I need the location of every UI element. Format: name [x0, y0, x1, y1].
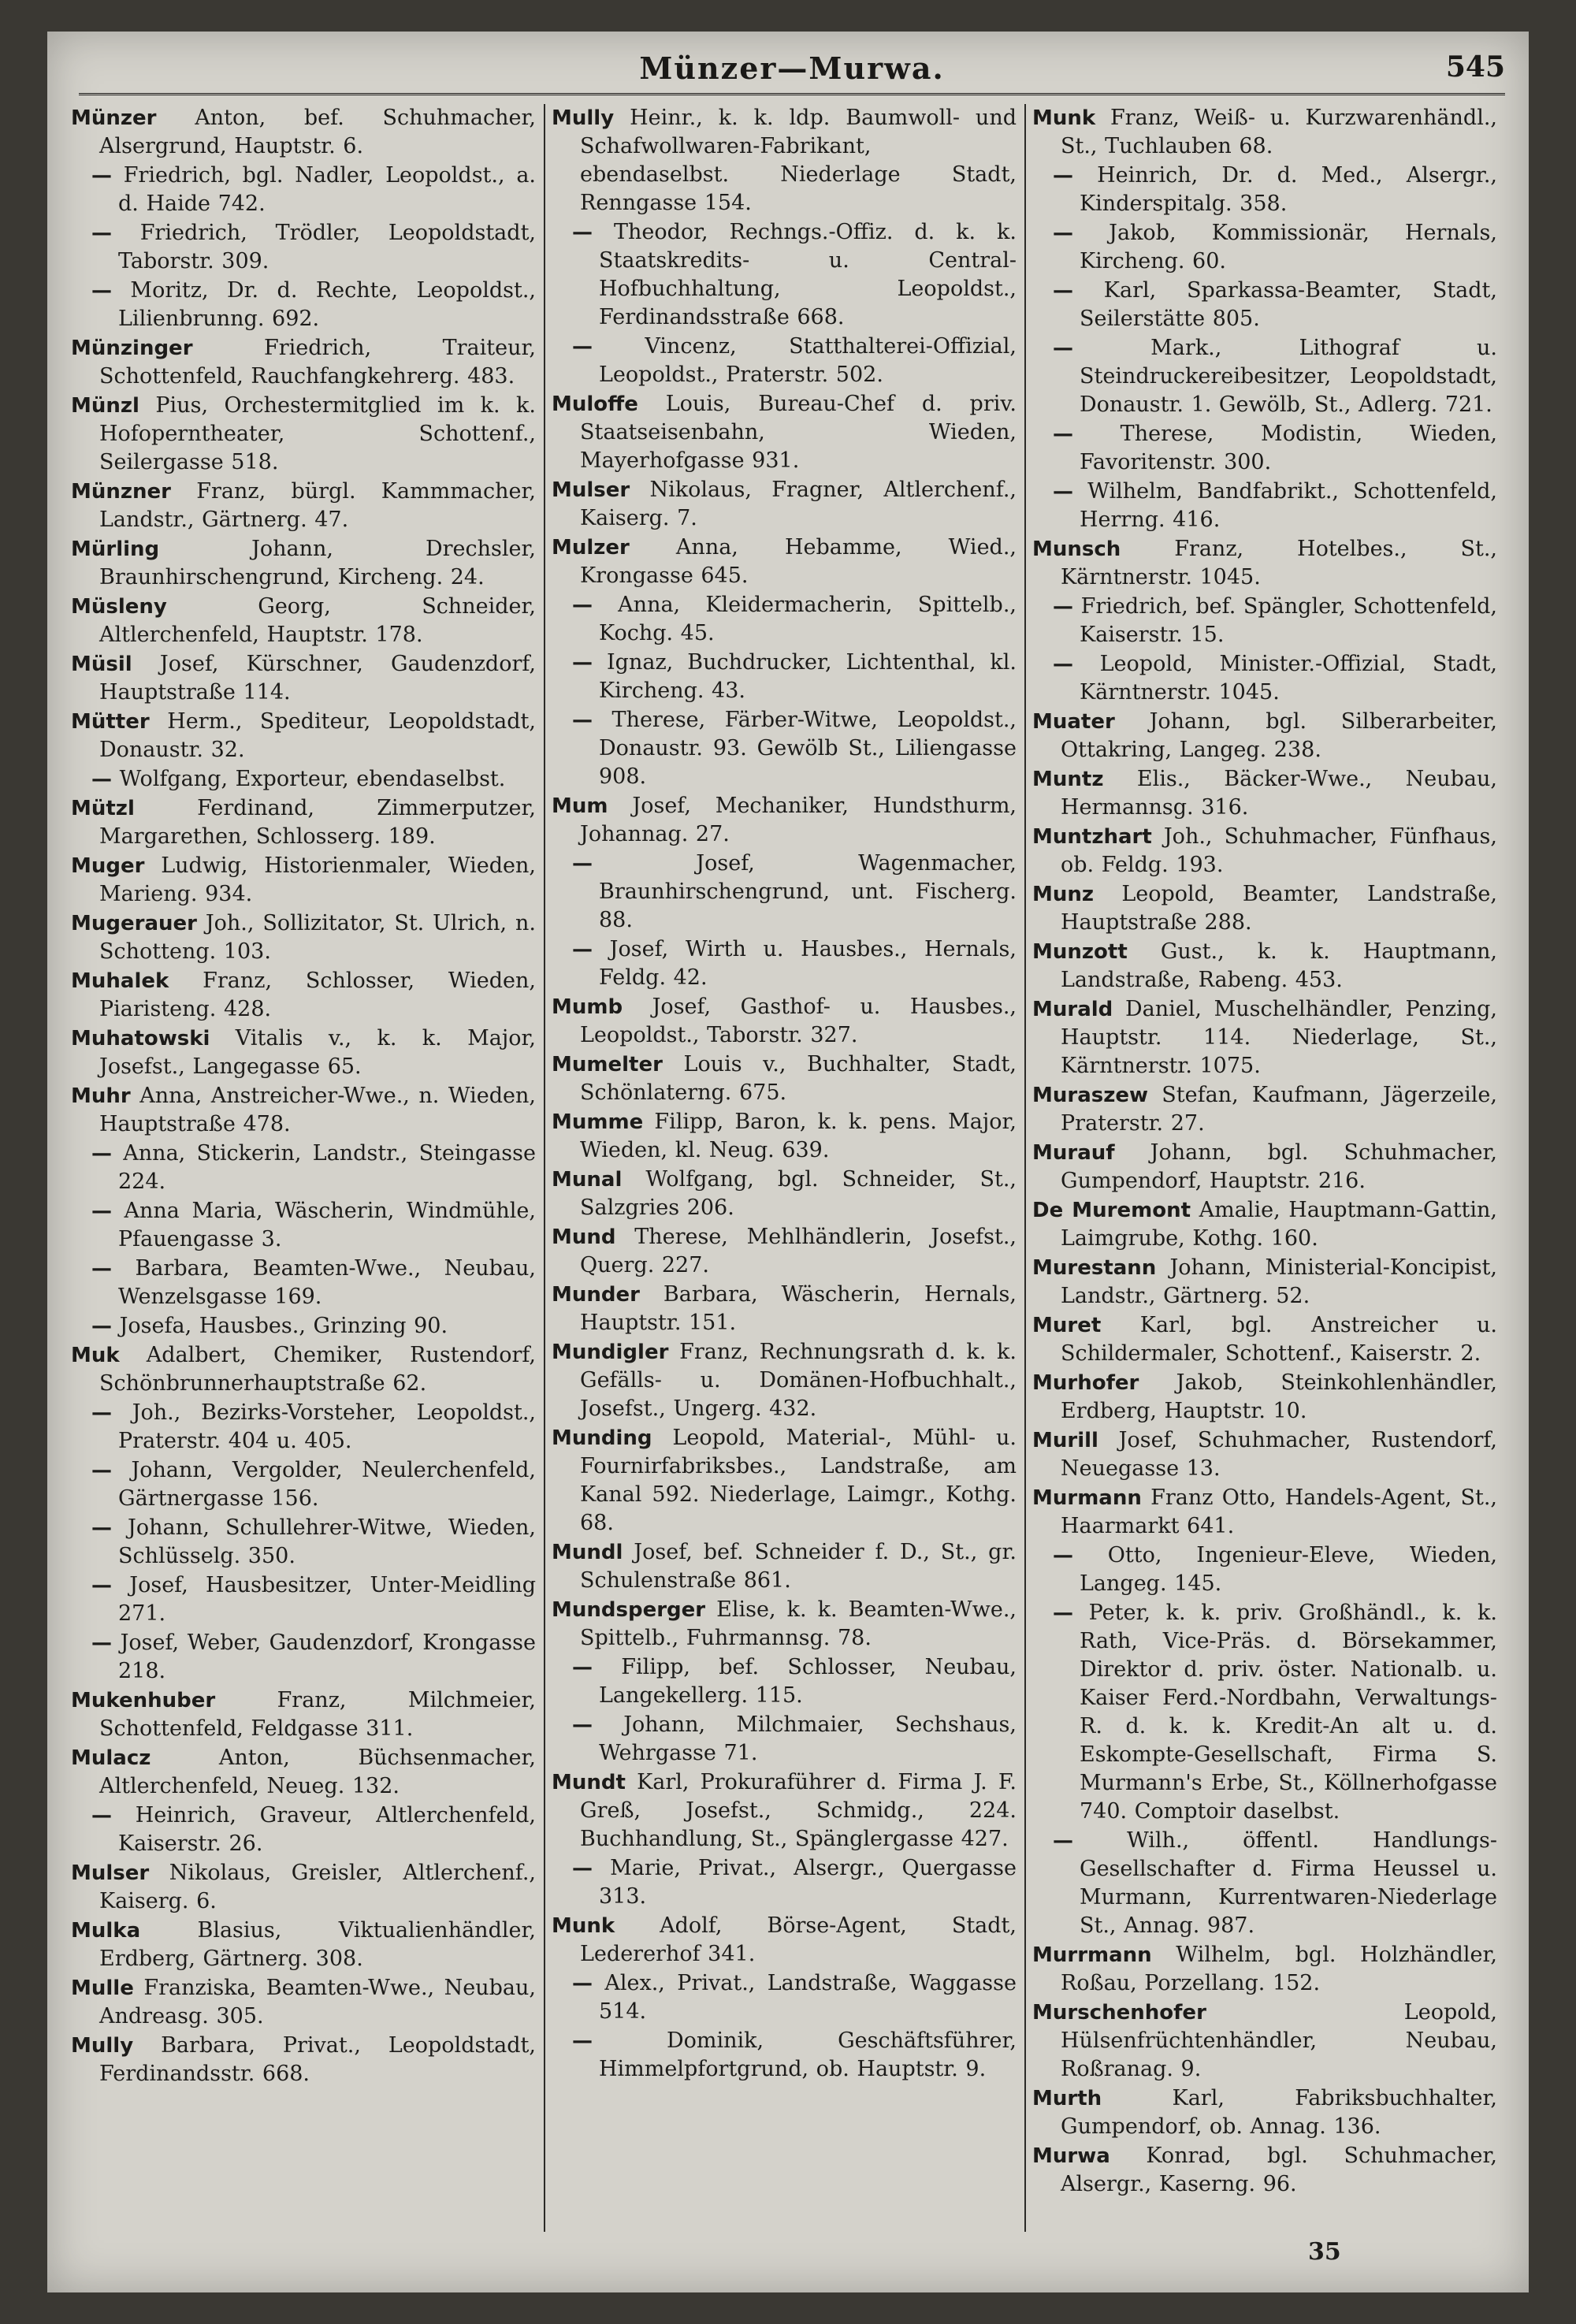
entry-details: Heinrich, Dr. d. Med., Alsergr., Kinderspitalg. 358. — [1073, 163, 1497, 216]
entry-surname: — — [1053, 422, 1073, 446]
entry-surname: Munding — [552, 1426, 652, 1450]
directory-entry — [71, 1629, 536, 1686]
directory-entry — [71, 765, 536, 794]
entry-surname: Mumb — [552, 995, 623, 1019]
directory-entry — [71, 478, 536, 534]
directory-page — [47, 32, 1529, 2292]
entry-surname: Murill — [1032, 1429, 1098, 1452]
entry-details: Herm., Spediteur, Leopoldstadt, Donaustr. 32. — [99, 709, 536, 762]
entry-details: Konrad, bgl. Schuhmacher, Alsergr., Kaserng. 96. — [1061, 2144, 1497, 2196]
directory-entry — [71, 1802, 536, 1858]
entry-surname: Muret — [1032, 1314, 1102, 1337]
entry-details: Wilhelm, bgl. Holzhändler, Roßau, Porzellang. 152. — [1061, 1943, 1497, 1995]
entry-details: Anna, Hebamme, Wied., Krongasse 645. — [580, 535, 1017, 588]
directory-entry — [552, 1108, 1017, 1165]
directory-entry — [1032, 478, 1497, 534]
entry-surname: Mulle — [71, 1976, 134, 2000]
directory-entry — [1032, 708, 1497, 764]
directory-entry — [1032, 1254, 1497, 1311]
entry-surname: — — [572, 708, 593, 732]
entry-details: Friedrich, Trödler, Leopoldstadt, Taborstr. 309. — [112, 221, 536, 273]
entry-details: Anna Maria, Wäscherin, Windmühle, Pfauengasse 3. — [112, 1199, 536, 1251]
directory-entry — [1032, 650, 1497, 707]
entry-surname: — — [1053, 1601, 1073, 1625]
directory-entry — [552, 649, 1017, 705]
directory-entry — [552, 1166, 1017, 1222]
page-title: Münzer—Murwa. — [639, 50, 945, 86]
entry-details: Adalbert, Chemiker, Rustendorf, Schönbrunnerhauptstraße 62. — [99, 1343, 536, 1396]
directory-entry — [552, 591, 1017, 648]
entry-details: Josef, Wagenmacher, Braunhirschengrund, unt. Fischerg. 88. — [593, 851, 1017, 932]
directory-entry — [1032, 1139, 1497, 1195]
page-number: 545 — [1445, 50, 1505, 84]
entry-surname: Muraszew — [1032, 1084, 1149, 1107]
entry-details: Anna, Kleidermacherin, Spittelb., Kochg. 45. — [593, 593, 1017, 645]
entry-details: Wolfgang, Exporteur, ebendaselbst. — [112, 767, 506, 791]
entry-surname: Mumme — [552, 1110, 644, 1134]
entry-surname: Mundl — [552, 1541, 623, 1564]
entry-surname: Muk — [71, 1344, 120, 1367]
entry-surname: Mund — [552, 1225, 616, 1249]
directory-entry — [1032, 1369, 1497, 1426]
entry-surname: Munz — [1032, 883, 1095, 906]
entry-surname: Mütter — [71, 710, 150, 734]
entry-surname: — — [1053, 221, 1073, 245]
entry-details: Otto, Ingenieur-Eleve, Wieden, Langeg. 145. — [1073, 1543, 1497, 1596]
entry-details: Josef, Mechaniker, Hundsthurm, Johannag. 27. — [580, 794, 1017, 846]
directory-entry — [1032, 1999, 1497, 2084]
directory-entry — [71, 1744, 536, 1801]
entry-details: Blasius, Viktualienhändler, Erdberg, Gärtnerg. 308. — [99, 1918, 536, 1971]
entry-details: Jakob, Kommissionär, Hernals, Kircheng. 60. — [1073, 221, 1497, 273]
entry-surname: — — [572, 1972, 593, 1995]
entry-surname: Münzner — [71, 480, 171, 504]
entry-details: Vitalis v., k. k. Major, Josefst., Langegasse 65. — [99, 1026, 536, 1079]
entry-surname: — — [91, 768, 112, 791]
directory-entry — [1032, 420, 1497, 477]
directory-entry — [1032, 1426, 1497, 1483]
directory-entry — [552, 1912, 1017, 1969]
entry-details: Johann, bgl. Silberarbeiter, Ottakring, Langeg. 238. — [1061, 709, 1497, 762]
directory-entry — [552, 1050, 1017, 1107]
entry-surname: Münzer — [71, 106, 157, 130]
directory-entry — [71, 1399, 536, 1456]
directory-entry — [71, 1255, 536, 1311]
signature-mark: 35 — [1308, 2238, 1341, 2266]
directory-entry — [71, 1341, 536, 1398]
entry-details: Johann, Vergolder, Neulerchenfeld, Gärtnergasse 156. — [112, 1458, 536, 1511]
entry-details: Heinrich, Graveur, Altlerchenfeld, Kaiserstr. 26. — [112, 1803, 536, 1856]
entry-surname: Muhatowski — [71, 1027, 210, 1050]
entry-surname: — — [572, 651, 593, 675]
entry-surname: Mulacz — [71, 1746, 151, 1770]
directory-entry — [552, 104, 1017, 218]
directory-entry — [1032, 2084, 1497, 2141]
entry-details: Amalie, Hauptmann-Gattin, Laimgrube, Kothg. 160. — [1061, 1198, 1497, 1251]
entry-details: Leopold, Minister.-Offizial, Stadt, Kärntnerstr. 1045. — [1073, 652, 1497, 705]
entry-details: Ludwig, Historienmaler, Wieden, Marieng. 934. — [99, 853, 536, 906]
entry-details: Jakob, Steinkohlenhändler, Erdberg, Hauptstr. 10. — [1061, 1370, 1497, 1423]
entry-surname: Münzl — [71, 394, 139, 418]
directory-entry — [71, 794, 536, 851]
entry-surname: — — [572, 1713, 593, 1737]
entry-surname: — — [572, 1656, 593, 1679]
entry-details: Joh., Sollizitator, St. Ulrich, n. Schotteng. 103. — [99, 911, 536, 964]
entry-surname: — — [1053, 1544, 1073, 1567]
entry-surname: — — [1053, 1829, 1073, 1853]
entry-details: Nikolaus, Greisler, Altlerchenf., Kaiserg. 6. — [99, 1861, 536, 1913]
entry-details: Elis., Bäcker-Wwe., Neubau, Hermannsg. 316. — [1061, 767, 1497, 820]
directory-entry — [71, 593, 536, 649]
entry-surname: Müsleny — [71, 595, 167, 619]
entry-details: Johann, Ministerial-Koncipist, Landstr., Gärtnerg. 52. — [1061, 1255, 1497, 1308]
entry-surname: Murwa — [1032, 2144, 1110, 2168]
directory-entry — [1032, 162, 1497, 218]
entry-details: Barbara, Privat., Leopoldstadt, Ferdinandsstr. 668. — [99, 2033, 536, 2086]
directory-entry — [1032, 104, 1497, 161]
entry-surname: Mulser — [552, 478, 630, 502]
entry-surname: — — [91, 1199, 112, 1223]
entry-surname: Murauf — [1032, 1141, 1115, 1165]
directory-entry — [1032, 938, 1497, 995]
directory-entry — [71, 1859, 536, 1916]
directory-entry — [552, 2027, 1017, 2084]
entry-details: Dominik, Geschäftsführer, Himmelpfortgrund, ob. Hauptstr. 9. — [593, 2028, 1017, 2081]
entry-details: Therese, Modistin, Wieden, Favoritenstr. 300. — [1073, 422, 1497, 474]
directory-entry — [1032, 2142, 1497, 2199]
entry-surname: — — [572, 852, 593, 876]
entry-details: Leopold, Hülsenfrüchtenhändler, Neubau, Roßranag. 9. — [1061, 2000, 1497, 2081]
entry-details: Johann, Milchmaier, Sechshaus, Wehrgasse 71. — [593, 1712, 1017, 1765]
entry-surname: Murmann — [1032, 1486, 1142, 1510]
entry-details: Filipp, Baron, k. k. pens. Major, Wieden, kl. Neug. 639. — [580, 1110, 1017, 1162]
entry-surname: — — [1053, 337, 1073, 360]
entry-surname: — — [1053, 480, 1073, 504]
directory-entry — [71, 2032, 536, 2088]
directory-entry — [71, 1082, 536, 1139]
entry-details: Filipp, bef. Schlosser, Neubau, Langekellerg. 115. — [593, 1655, 1017, 1708]
directory-entry — [552, 850, 1017, 935]
entry-details: Franz, bürgl. Kammmacher, Landstr., Gärtnerg. 47. — [99, 479, 536, 532]
entry-details: Pius, Orchestermitglied im k. k. Hofoperntheater, Schottenf., Seilergasse 518. — [99, 393, 536, 474]
directory-entry — [1032, 1311, 1497, 1368]
entry-details: Johann, Schullehrer-Witwe, Wieden, Schlüsselg. 350. — [112, 1515, 536, 1568]
entry-details: Anton, bef. Schuhmacher, Alsergrund, Hauptstr. 6. — [99, 106, 536, 158]
directory-entry — [1032, 1599, 1497, 1826]
entry-surname: Muloffe — [552, 392, 638, 416]
entry-details: Anton, Büchsenmacher, Altlerchenfeld, Neueg. 132. — [99, 1746, 536, 1798]
entry-details: Franz, Hotelbes., St., Kärntnerstr. 1045. — [1061, 537, 1497, 589]
entry-surname: Murth — [1032, 2087, 1102, 2110]
entry-details: Stefan, Kaufmann, Jägerzeile, Praterstr. 27. — [1061, 1083, 1497, 1136]
entry-details: Friedrich, bef. Spängler, Schottenfeld, Kaiserstr. 15. — [1073, 594, 1497, 647]
directory-entry — [71, 1456, 536, 1513]
entry-details: Moritz, Dr. d. Rechte, Leopoldst., Lilienbrunng. 692. — [112, 278, 536, 331]
directory-entry — [552, 1711, 1017, 1768]
entry-surname: Munzott — [1032, 940, 1128, 964]
entry-details: Anna, Stickerin, Landstr., Steingasse 224. — [112, 1141, 536, 1194]
entry-surname: Müsil — [71, 653, 132, 676]
directory-entry — [552, 1338, 1017, 1423]
entry-surname: Muntz — [1032, 768, 1104, 791]
entry-surname: Muater — [1032, 710, 1115, 734]
directory-entry — [1032, 1827, 1497, 1940]
entry-details: Louis, Bureau-Chef d. priv. Staatseisenbahn, Wieden, Mayerhofgasse 931. — [580, 392, 1017, 473]
directory-entry — [71, 392, 536, 477]
directory-entry — [1032, 334, 1497, 419]
directory-entry — [71, 162, 536, 218]
directory-entry — [1032, 823, 1497, 879]
entry-details: Franz, Weiß- u. Kurzwarenhändl., St., Tuchlauben 68. — [1061, 106, 1497, 158]
entry-details: Franz, Schlosser, Wieden, Piaristeng. 428. — [99, 969, 536, 1021]
entry-surname: Mundigler — [552, 1340, 669, 1364]
entry-details: Wilhelm, Bandfabrikt., Schottenfeld, Herrng. 416. — [1073, 479, 1497, 532]
directory-entry — [71, 535, 536, 592]
entry-details: Franz, Milchmeier, Schottenfeld, Feldgasse 311. — [99, 1688, 536, 1741]
entry-surname: Munk — [552, 1914, 615, 1938]
entry-details: Josef, Wirth u. Hausbes., Hernals, Feldg. 42. — [593, 937, 1017, 990]
entry-details: Joh., Schuhmacher, Fünfhaus, ob. Feldg. 193. — [1061, 824, 1497, 877]
directory-entry — [552, 1768, 1017, 1854]
entry-surname: Mumelter — [552, 1053, 663, 1076]
entry-surname: Murestann — [1032, 1256, 1157, 1280]
entry-surname: Muhalek — [71, 969, 169, 993]
entry-details: Theodor, Rechngs.-Offiz. d. k. k. Staatskredits- u. Central-Hofbuchhaltung, Leopoldst., Ferdinandsstraße 668. — [593, 220, 1017, 329]
directory-entry — [552, 1281, 1017, 1337]
entry-surname: — — [91, 1459, 112, 1482]
directory-entry — [71, 1024, 536, 1081]
entry-surname: Munal — [552, 1168, 623, 1192]
entry-details: Franziska, Beamten-Wwe., Neubau, Andreasg. 305. — [99, 1976, 536, 2028]
directory-entry — [552, 1653, 1017, 1710]
entry-surname: — — [1053, 653, 1073, 676]
directory-columns — [71, 104, 1513, 2232]
entry-surname: — — [572, 221, 593, 244]
entry-surname: Mützl — [71, 797, 135, 820]
entry-details: Nikolaus, Fragner, Altlerchenf., Kaiserg. 7. — [580, 478, 1017, 530]
directory-entry — [71, 650, 536, 707]
directory-entry — [552, 476, 1017, 533]
entry-surname: Murald — [1032, 998, 1113, 1021]
entry-details: Johann, Drechsler, Braunhirschengrund, Kircheng. 24. — [99, 537, 536, 589]
directory-entry — [552, 935, 1017, 992]
entry-details: Joh., Bezirks-Vorsteher, Leopoldst., Praterstr. 404 u. 405. — [112, 1400, 536, 1453]
entry-surname: — — [1053, 279, 1073, 303]
page-header — [79, 46, 1505, 95]
entry-details: Josef, Weber, Gaudenzdorf, Krongasse 218. — [112, 1631, 536, 1683]
entry-surname: — — [91, 1516, 112, 1540]
directory-entry — [552, 1969, 1017, 2026]
entry-surname: Muntzhart — [1032, 825, 1152, 849]
column-3 — [1032, 104, 1497, 2232]
column-divider — [1024, 104, 1026, 2232]
entry-surname: — — [91, 1401, 112, 1425]
entry-details: Franz, Rechnungsrath d. k. k. Gefälls- u. Domänen-Hofbuchhalt., Josefst., Ungerg. 432. — [580, 1340, 1017, 1421]
directory-entry — [71, 909, 536, 966]
entry-surname: Muger — [71, 854, 145, 878]
entry-surname: — — [572, 593, 593, 617]
entry-details: Leopold, Beamter, Landstraße, Hauptstraße 288. — [1061, 882, 1497, 935]
entry-details: Leopold, Material-, Mühl- u. Fournirfabriksbes., Landstraße, am Kanal 592. Niederlage, Laimgr., Kothg. 68. — [580, 1426, 1017, 1535]
directory-entry — [552, 1223, 1017, 1280]
entry-surname: Mundt — [552, 1771, 626, 1794]
directory-entry — [1032, 1941, 1497, 1998]
entry-details: Barbara, Wäscherin, Hernals, Hauptstr. 151. — [580, 1282, 1017, 1335]
directory-entry — [552, 792, 1017, 849]
directory-entry — [1032, 1196, 1497, 1253]
directory-entry — [71, 219, 536, 276]
entry-surname: — — [91, 1257, 112, 1281]
entry-details: Josef, Hausbesitzer, Unter-Meidling 271. — [112, 1573, 536, 1626]
entry-details: Marie, Privat., Alsergr., Quergasse 313. — [593, 1856, 1017, 1909]
entry-surname: Munk — [1032, 106, 1096, 130]
entry-details: Peter, k. k. priv. Großhändl., k. k. Rath, Vice-Präs. d. Börsekammer, Direktor d. priv. öster. Nationalb. u. Kaiser Ferd.-Nordbahn, Verwaltungs-R. d. k. k. Kredit-An alt u. d. Eskompte-Gesellschaft, Firma S. Murmann's Erbe, St., Köllnerhofgasse 740. Comptoir daselbst. — [1073, 1601, 1497, 1824]
entry-surname: — — [91, 164, 112, 188]
entry-surname: — — [572, 938, 593, 961]
entry-details: Vincenz, Statthalterei-Offizial, Leopoldst., Praterstr. 502. — [593, 334, 1017, 387]
entry-details: Josefa, Hausbes., Grinzing 90. — [112, 1314, 448, 1338]
directory-entry — [552, 706, 1017, 791]
entry-surname: — — [1053, 164, 1073, 188]
entry-surname: Mugerauer — [71, 912, 197, 935]
directory-entry — [1032, 765, 1497, 822]
entry-surname: Mully — [552, 106, 615, 130]
entry-surname: De Muremont — [1032, 1199, 1191, 1222]
column-2 — [552, 104, 1017, 2232]
directory-entry — [552, 333, 1017, 389]
entry-details: Friedrich, Traiteur, Schottenfeld, Rauchfangkehrerg. 483. — [99, 336, 536, 389]
directory-entry — [1032, 219, 1497, 276]
entry-surname: — — [572, 2029, 593, 2053]
directory-entry — [1032, 1541, 1497, 1598]
entry-details: Josef, Kürschner, Gaudenzdorf, Hauptstraße 114. — [99, 652, 536, 705]
directory-entry — [71, 334, 536, 391]
directory-entry — [552, 1854, 1017, 1911]
directory-entry — [1032, 995, 1497, 1080]
entry-details: Elise, k. k. Beamten-Wwe., Spittelb., Fuhrmannsg. 78. — [580, 1597, 1017, 1650]
entry-details: Franz Otto, Handels-Agent, St., Haarmarkt 641. — [1061, 1486, 1497, 1538]
directory-entry — [1032, 880, 1497, 937]
directory-entry — [552, 534, 1017, 590]
entry-details: Josef, Schuhmacher, Rustendorf, Neuegasse 13. — [1061, 1428, 1497, 1481]
directory-entry — [71, 1312, 536, 1340]
entry-surname: Mundsperger — [552, 1598, 706, 1622]
entry-details: Adolf, Börse-Agent, Stadt, Ledererhof 341. — [580, 1913, 1017, 1966]
directory-entry — [71, 1197, 536, 1254]
directory-entry — [1032, 277, 1497, 333]
entry-surname: Murrmann — [1032, 1943, 1152, 1967]
column-1 — [71, 104, 536, 2232]
column-divider — [544, 104, 545, 2232]
entry-details: Friedrich, bgl. Nadler, Leopoldst., a. d. Haide 742. — [112, 163, 536, 216]
directory-entry — [71, 1514, 536, 1571]
entry-surname: Murhofer — [1032, 1371, 1139, 1395]
entry-details: Georg, Schneider, Altlerchenfeld, Hauptstr. 178. — [99, 594, 536, 647]
entry-surname: Mulka — [71, 1919, 141, 1943]
entry-details: Johann, bgl. Schuhmacher, Gumpendorf, Hauptstr. 216. — [1061, 1140, 1497, 1193]
directory-entry — [71, 1686, 536, 1743]
entry-surname: — — [572, 335, 593, 359]
entry-surname: Mukenhuber — [71, 1689, 216, 1712]
entry-surname: — — [91, 1314, 112, 1338]
directory-entry — [552, 1596, 1017, 1653]
entry-surname: Mum — [552, 794, 608, 818]
entry-details: Therese, Mehlhändlerin, Josefst., Querg. 227. — [580, 1225, 1017, 1277]
entry-surname: Münzinger — [71, 337, 193, 360]
entry-details: Louis v., Buchhalter, Stadt, Schönlaterng. 675. — [580, 1052, 1017, 1105]
directory-entry — [71, 708, 536, 764]
entry-details: Karl, Sparkassa-Beamter, Stadt, Seilerstätte 805. — [1073, 278, 1497, 331]
entry-details: Josef, Gasthof- u. Hausbes., Leopoldst., Taborstr. 327. — [580, 995, 1017, 1047]
directory-entry — [552, 993, 1017, 1050]
entry-details: Wilh., öffentl. Handlungs-Gesellschafter d. Firma Heussel u. Murmann, Kurrentwaren-Niederlage St., Annag. 987. — [1073, 1828, 1497, 1938]
entry-details: Alex., Privat., Landstraße, Waggasse 514. — [593, 1971, 1017, 2024]
directory-entry — [1032, 1081, 1497, 1138]
entry-details: Ferdinand, Zimmerputzer, Margarethen, Schlosserg. 189. — [99, 796, 536, 849]
entry-details: Karl, Prokuraführer d. Firma J. F. Greß, Josefst., Schmidg., 224. Buchhandlung, St., Spänglergasse 427. — [580, 1770, 1017, 1851]
entry-details: Karl, Fabriksbuchhalter, Gumpendorf, ob. Annag. 136. — [1061, 2086, 1497, 2139]
entry-surname: Munder — [552, 1283, 640, 1307]
entry-surname: Mulzer — [552, 536, 630, 560]
directory-entry — [1032, 1484, 1497, 1541]
directory-entry — [552, 218, 1017, 332]
directory-entry — [71, 277, 536, 333]
entry-surname: — — [91, 1142, 112, 1166]
entry-surname: Mulser — [71, 1861, 150, 1885]
entry-surname: Mully — [71, 2034, 134, 2058]
entry-surname: — — [1053, 595, 1073, 619]
entry-surname: Muhr — [71, 1084, 131, 1108]
entry-surname: Mürling — [71, 537, 160, 561]
entry-surname: Munsch — [1032, 537, 1121, 561]
entry-surname: — — [91, 1804, 112, 1828]
entry-details: Wolfgang, bgl. Schneider, St., Salzgries 206. — [580, 1167, 1017, 1220]
entry-surname: — — [91, 221, 112, 245]
entry-surname: — — [91, 1574, 112, 1597]
entry-details: Anna, Anstreicher-Wwe., n. Wieden, Hauptstraße 478. — [99, 1084, 536, 1136]
directory-entry — [552, 1424, 1017, 1538]
directory-entry — [71, 104, 536, 161]
directory-entry — [552, 390, 1017, 475]
directory-entry — [71, 1571, 536, 1628]
entry-surname: — — [91, 1631, 112, 1655]
entry-details: Gust., k. k. Hauptmann, Landstraße, Rabeng. 453. — [1061, 939, 1497, 992]
entry-details: Ignaz, Buchdrucker, Lichtenthal, kl. Kircheng. 43. — [593, 650, 1017, 703]
entry-surname: — — [91, 279, 112, 303]
directory-entry — [1032, 593, 1497, 649]
directory-entry — [1032, 535, 1497, 592]
entry-surname: — — [572, 1857, 593, 1880]
directory-entry — [71, 1140, 536, 1196]
directory-entry — [71, 852, 536, 909]
directory-entry — [71, 1974, 536, 2031]
entry-details: Therese, Färber-Witwe, Leopoldst., Donaustr. 93. Gewölb St., Liliengasse 908. — [593, 708, 1017, 789]
directory-entry — [71, 967, 536, 1024]
entry-details: Karl, bgl. Anstreicher u. Schildermaler, Schottenf., Kaiserstr. 2. — [1061, 1313, 1497, 1366]
directory-entry — [552, 1538, 1017, 1595]
entry-details: Daniel, Muschelhändler, Penzing, Hauptstr. 114. Niederlage, St., Kärntnerstr. 1075. — [1061, 997, 1497, 1078]
entry-surname: Murschenhofer — [1032, 2001, 1206, 2025]
entry-details: Heinr., k. k. ldp. Baumwoll- und Schafwollwaren-Fabrikant, ebendaselbst. Niederlage Stadt, Renngasse 154. — [580, 106, 1017, 215]
entry-details: Josef, bef. Schneider f. D., St., gr. Schulenstraße 861. — [580, 1540, 1017, 1593]
entry-details: Mark., Lithograf u. Steindruckereibesitzer, Leopoldstadt, Donaustr. 1. Gewölb, St., Adlerg. 721. — [1073, 336, 1497, 417]
entry-details: Barbara, Beamten-Wwe., Neubau, Wenzelsgasse 169. — [112, 1256, 536, 1309]
directory-entry — [71, 1917, 536, 1973]
